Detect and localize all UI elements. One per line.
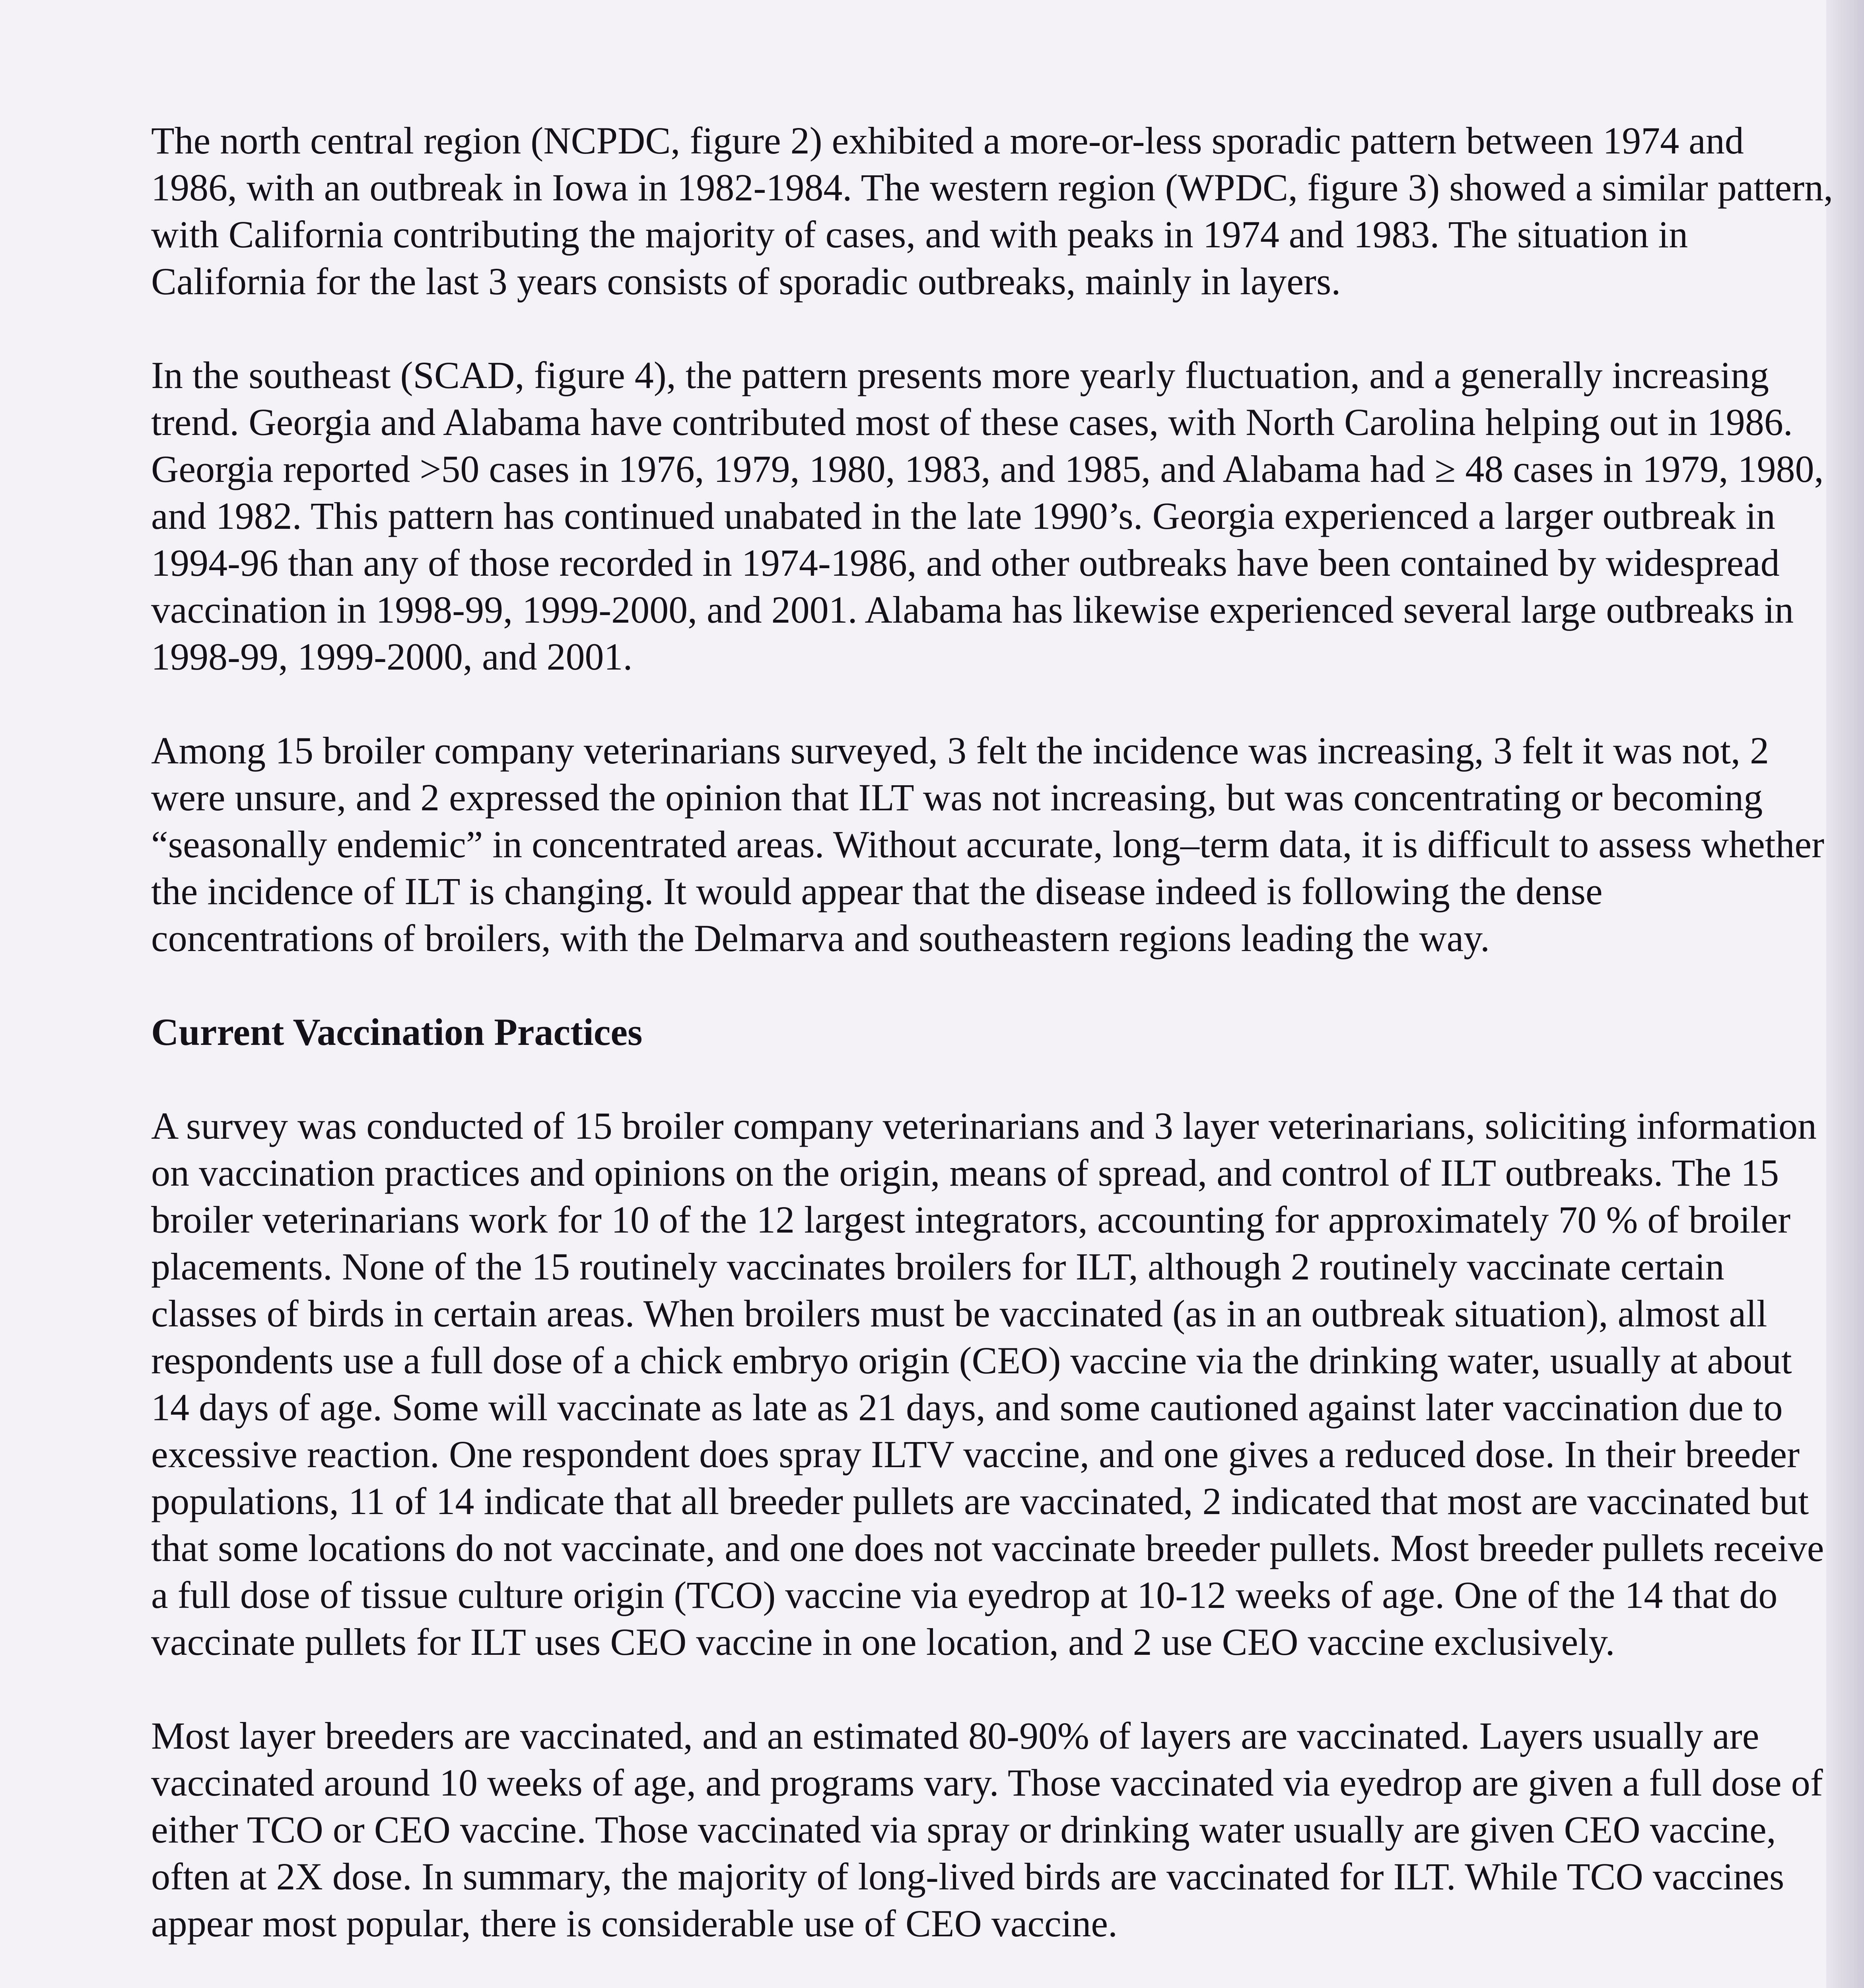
paragraph-layer-vaccination: Most layer breeders are vaccinated, and an estimated 80-90% of layers are vaccinated. Layers usually are vaccinated around 10 weeks of age, and programs vary. Those vaccinated via eyedrop are given a full dose of either TCO or CEO vaccine. Those vaccinated via spray or drinking water usually are given CEO vaccine, often at 2X dose. In summary, the majority of long-lived birds are vaccinated for ILT. While TCO vaccines appear most popular, there is considerable use of CEO vaccine. — [151, 1714, 1823, 1945]
heading-vaccination-practices: Current Vaccination Practices — [151, 1011, 643, 1053]
paragraph-regional-patterns: The north central region (NCPDC, figure 2) exhibited a more-or-less sporadic pattern between 1974 and 1986, with an outbreak in Iowa in 1982-1984. The western region (WPDC, figure 3) showed a similar pattern, with California contributing the majority of cases, and with peaks in 1974 and 1983. The situation in California for the last 3 years consists of sporadic outbreaks, mainly in layers. — [151, 119, 1833, 303]
paragraph-vaccination-survey: A survey was conducted of 15 broiler company veterinarians and 3 layer veterinarians, soliciting information on vaccination practices and opinions on the origin, means of spread, and control of ILT outbreaks. The 15 broiler veterinarians work for 10 of the 12 largest integrators, accounting for approximately 70 % of broiler placements. None of the 15 routinely vaccinates broilers for ILT, although 2 routinely vaccinate certain classes of birds in certain areas. When broilers must be vaccinated (as in an outbreak situation), almost all respondents use a full dose of a chick embryo origin (CEO) vaccine via the drinking water, usually at about 14 days of age. Some will vaccinate as late as 21 days, and some cautioned against later vaccination due to excessive reaction. One respondent does spray ILTV vaccine, and one gives a reduced dose. In their breeder populations, 11 of 14 indicate that all breeder pullets are vaccinated, 2 indicated that most are vaccinated but that some locations do not vaccinate, and one does not vaccinate breeder pullets. Most breeder pullets receive a full dose of tissue culture origin (TCO) vaccine via eyedrop at 10-12 weeks of age. One of the 14 that do vaccinate pullets for ILT uses CEO vaccine in one location, and 2 use CEO vaccine exclusively. — [151, 1105, 1824, 1663]
document-page — [151, 117, 1833, 1988]
paragraph-veterinarian-survey: Among 15 broiler company veterinarians surveyed, 3 felt the incidence was increasing, 3 felt it was not, 2 were unsure, and 2 expressed the opinion that ILT was not increasing, but was concentrating or becoming “seasonally endemic” in concentrated areas. Without accurate, long–term data, it is difficult to assess whether the incidence of ILT is changing. It would appear that the disease indeed is following the dense concentrations of broilers, with the Delmarva and southeastern regions leading the way. — [151, 729, 1825, 959]
paragraph-southeast: In the southeast (SCAD, figure 4), the pattern presents more yearly fluctuation, and a generally increasing trend. Georgia and Alabama have contributed most of these cases, with North Carolina helping out in 1986. Georgia reported >50 cases in 1976, 1979, 1980, 1983, and 1985, and Alabama had ≥ 48 cases in 1979, 1980, and 1982. This pattern has continued unabated in the late 1990’s. Georgia experienced a larger outbreak in 1994-96 than any of those recorded in 1974-1986, and other outbreaks have been contained by widespread vaccination in 1998-99, 1999-2000, and 2001. Alabama has likewise experienced several large outbreaks in 1998-99, 1999-2000, and 2001. — [151, 354, 1824, 678]
